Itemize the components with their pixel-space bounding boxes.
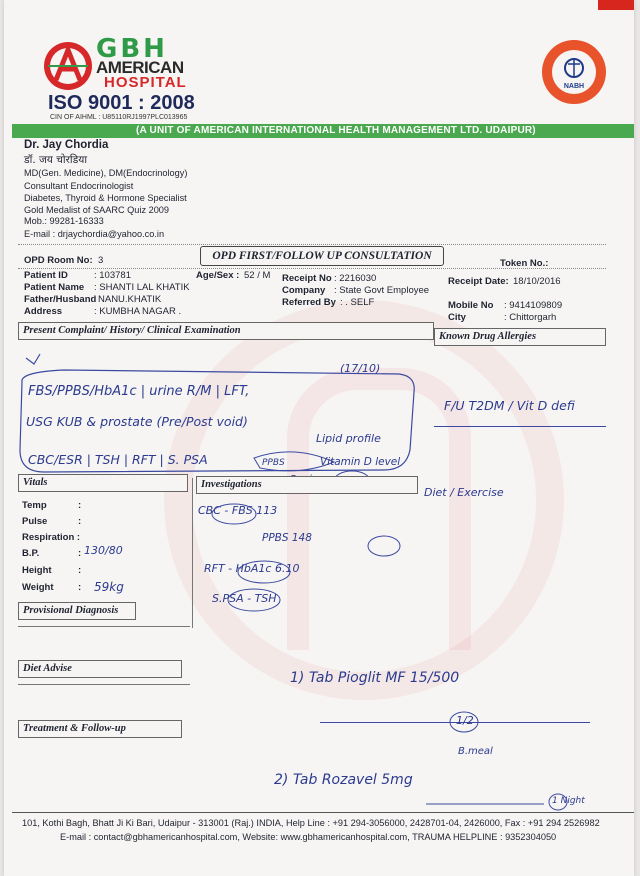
- pulse-colon: :: [78, 516, 82, 527]
- investigation-note: Diet / Exercise: [424, 486, 504, 499]
- address-label: Address: [24, 306, 63, 317]
- height-label: Height: [22, 565, 52, 576]
- rx-dose-1: 1/2: [456, 714, 474, 727]
- token-label: Token No.:: [500, 258, 549, 269]
- mobile-value: : 9414109809: [504, 300, 563, 311]
- rx-dose-line: [424, 790, 614, 814]
- footer-contact: E-mail : contact@gbhamericanhospital.com, Website: www.gbhamericanhospital.com, TRAUMA HELPLINE : 9352304050: [60, 832, 557, 842]
- investigation-line-2: PPBS 148: [262, 532, 312, 544]
- referred-label: Referred By: [282, 297, 336, 308]
- city-label: City: [448, 312, 466, 323]
- footer-address: 101, Kothi Bagh, Bhatt Ji Ki Bari, Udaipur - 313001 (Raj.) INDIA, Help Line : +91 294-3056000, 2428701-04, 2426000, Fax : +91 294 2526982: [22, 818, 600, 828]
- hospital-name-gbh: GBH: [96, 34, 168, 64]
- complaint-line-1: FBS/PPBS/HbA1c | urine R/M | LFT,: [28, 384, 250, 399]
- address-value: : KUMBHA NAGAR .: [94, 306, 182, 317]
- section-allergies: Known Drug Allergies: [434, 328, 606, 346]
- bp-value: 130/80: [84, 544, 123, 557]
- rx-timing-1: B.meal: [458, 746, 493, 757]
- doctor-title: Consultant Endocrinologist: [24, 181, 134, 191]
- father-value: NANU.KHATIK: [98, 294, 162, 305]
- mobile-label: Mobile No: [448, 300, 494, 311]
- section-vitals: Vitals: [18, 474, 188, 492]
- doctor-name-hindi: डॉ. जय चोरडिया: [24, 154, 88, 166]
- iso-certification: ISO 9001 : 2008: [48, 92, 195, 114]
- rx-dose-circle: [448, 710, 480, 734]
- temp-label: Temp: [22, 500, 47, 511]
- hospital-name-hospital: HOSPITAL: [104, 74, 187, 91]
- age-sex-value: 52 / M: [244, 270, 271, 281]
- doctor-name: Dr. Jay Chordia: [24, 139, 109, 151]
- respiration-label: Respiration :: [22, 532, 81, 543]
- nabh-seal-icon: [540, 38, 608, 106]
- receipt-no-value: : 2216030: [334, 273, 377, 284]
- receipt-no-label: Receipt No: [282, 273, 332, 284]
- banner-bar: [12, 124, 634, 138]
- section-treatment: Treatment & Follow-up: [18, 720, 182, 738]
- column-divider: [192, 478, 193, 628]
- allergy-note: F/U T2DM / Vit D defi: [444, 398, 575, 413]
- company-label: Company: [282, 285, 326, 296]
- temp-colon: :: [78, 500, 82, 511]
- investigation-line-1: CBC - FBS 113: [198, 504, 278, 517]
- complaint-line-2: USG KUB & prostate (Pre/Post void): [26, 414, 248, 429]
- complaint-note-lipid: Lipid profile: [316, 432, 381, 445]
- height-colon: :: [78, 565, 82, 576]
- weight-colon: :: [78, 582, 82, 593]
- footer-divider: [12, 812, 634, 813]
- father-label: Father/Husband: [24, 294, 97, 305]
- divider: [18, 626, 190, 627]
- investigation-line-4: S.PSA - TSH: [212, 592, 277, 605]
- pulse-label: Pulse: [22, 516, 48, 527]
- section-diagnosis: Provisional Diagnosis: [18, 602, 136, 620]
- patient-name-label: Patient Name: [24, 282, 85, 293]
- banner-text: (A UNIT OF AMERICAN INTERNATIONAL HEALTH MANAGEMENT LTD. UDAIPUR): [136, 125, 536, 136]
- section-investigations: Investigations: [196, 476, 418, 494]
- complaint-line-3: CBC/ESR | TSH | RFT | S. PSA: [28, 452, 208, 467]
- bp-label: B.P.: [22, 548, 40, 559]
- doctor-email: E-mail : drjaychordia@yahoo.co.in: [24, 229, 165, 239]
- age-sex-label: Age/Sex :: [196, 270, 240, 281]
- patient-name-value: : SHANTI LAL KHATIK: [94, 282, 190, 293]
- divider: [18, 268, 606, 269]
- section-diet: Diet Advise: [18, 660, 182, 678]
- company-value: : State Govt Employee: [334, 285, 430, 296]
- hospital-logo-icon: [42, 40, 94, 92]
- receipt-date-value: 18/10/2016: [513, 276, 561, 287]
- allergy-underline: [434, 426, 606, 427]
- patient-id-value: : 103781: [94, 270, 131, 281]
- divider: [18, 684, 190, 685]
- complaint-note-vitd: Vitamin D level: [320, 456, 401, 468]
- doctor-mobile: Mob.: 99281-16333: [24, 216, 104, 226]
- doctor-award: Gold Medalist of SAARC Quiz 2009: [24, 205, 170, 215]
- bp-colon: :: [78, 548, 82, 559]
- opd-room-label: OPD Room No:: [24, 255, 93, 266]
- divider: [18, 244, 606, 245]
- form-title: OPD FIRST/FOLLOW UP CONSULTATION: [200, 246, 444, 266]
- receipt-date-label: Receipt Date:: [448, 276, 509, 287]
- referred-value: : . SELF: [340, 297, 375, 308]
- doctor-specialty: Diabetes, Thyroid & Hormone Specialist: [24, 193, 187, 203]
- rx-line-1: 1) Tab Pioglit MF 15/500: [290, 670, 460, 686]
- weight-value: 59kg: [94, 580, 124, 594]
- nabh-label: NABH: [563, 83, 585, 90]
- opd-room-value: 3: [98, 255, 104, 266]
- investigation-circles: [194, 496, 414, 612]
- investigation-line-3: RFT - HbA1c 6.10: [204, 562, 300, 575]
- rx-dose-2: 1 Night: [552, 796, 585, 806]
- cin-number: CIN OF AIHML : U85110RJ1997PLC013965: [50, 114, 188, 121]
- prescription-page: [4, 0, 634, 876]
- rx-line-2: 2) Tab Rozavel 5mg: [274, 772, 413, 788]
- complaint-date: (17/10): [340, 362, 381, 375]
- corner-stripe: [598, 0, 634, 10]
- complaint-note-ppbs: PPBS: [262, 458, 285, 468]
- patient-id-label: Patient ID: [24, 270, 68, 281]
- doctor-qualification: MD(Gen. Medicine), DM(Endocrinology): [24, 168, 188, 178]
- city-value: : Chittorgarh: [504, 312, 557, 323]
- hospital-name-american: AMERICAN: [96, 58, 184, 77]
- weight-label: Weight: [22, 582, 54, 593]
- section-complaint: Present Complaint/ History/ Clinical Examination: [18, 322, 434, 340]
